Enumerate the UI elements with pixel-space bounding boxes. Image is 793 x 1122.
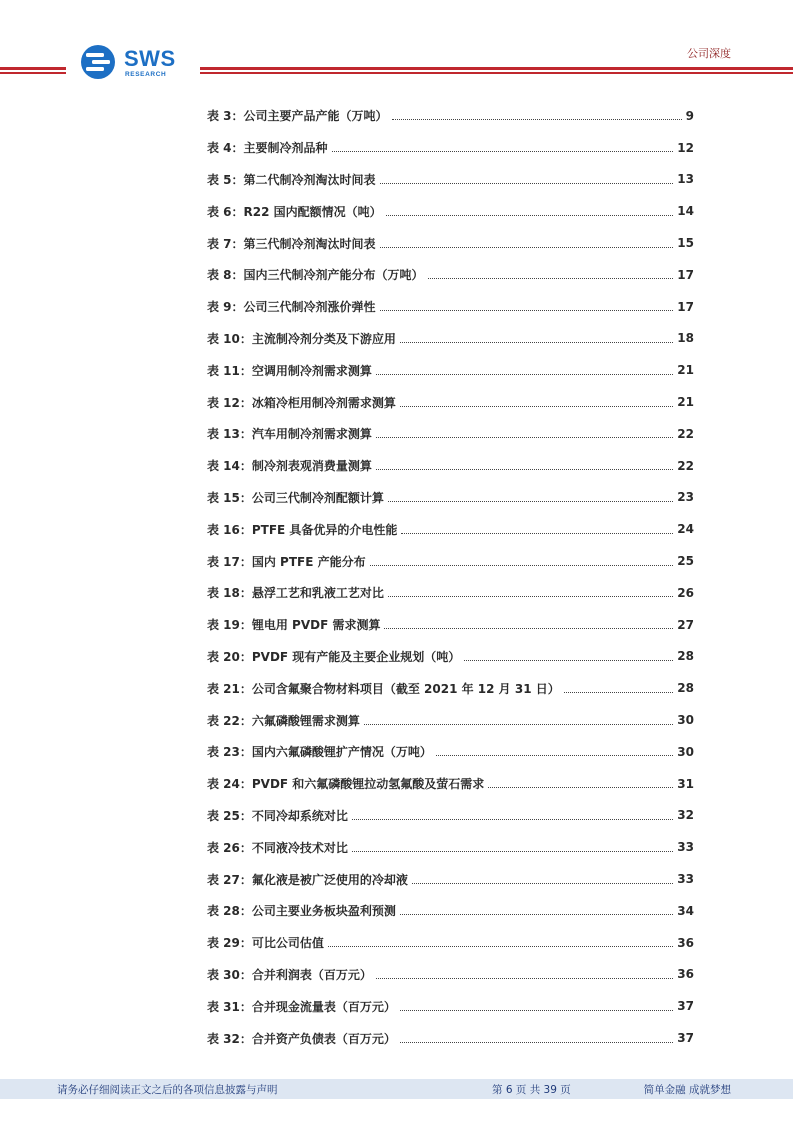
toc-entry-page: 31 <box>677 776 694 791</box>
toc-leader-dots <box>428 277 674 279</box>
toc-leader-dots <box>464 659 673 661</box>
toc-entry-title: 表 15：公司三代制冷剂配额计算 <box>207 490 384 505</box>
toc-entry[interactable] <box>207 831 694 863</box>
toc-entry[interactable] <box>207 704 694 736</box>
sws-logo-icon <box>80 44 118 80</box>
toc-entry-page: 13 <box>677 172 694 187</box>
toc-entry-title: 表 4：主要制冷剂品种 <box>207 141 328 156</box>
toc-entry-title: 表 16：PTFE 具备优异的介电性能 <box>207 522 398 537</box>
toc-entry[interactable] <box>207 100 694 132</box>
toc-entry[interactable] <box>207 195 694 227</box>
toc-entry[interactable] <box>207 609 694 641</box>
toc-entry-title: 表 25：不同冷却系统对比 <box>207 808 348 823</box>
toc-entry-page: 9 <box>685 108 694 123</box>
toc-entry[interactable] <box>207 927 694 959</box>
toc-entry-page: 33 <box>677 840 694 855</box>
toc-leader-dots <box>376 468 673 470</box>
toc-entry-title: 表 5：第二代制冷剂淘汰时间表 <box>207 172 376 187</box>
toc-entry[interactable] <box>207 641 694 673</box>
toc-leader-dots <box>392 118 682 120</box>
toc-leader-dots <box>332 150 674 152</box>
toc-entry-page: 14 <box>677 204 694 219</box>
toc-entry-page: 22 <box>677 458 694 473</box>
toc-entry-title: 表 10：主流制冷剂分类及下游应用 <box>207 331 396 346</box>
toc-leader-dots <box>400 1009 673 1011</box>
toc-entry-title: 表 23：国内六氟磷酸锂扩产情况（万吨） <box>207 745 432 760</box>
toc-entry[interactable] <box>207 736 694 768</box>
footer-page-number: 第 6 页 共 39 页 <box>492 1084 571 1096</box>
toc-leader-dots <box>352 850 673 852</box>
toc-leader-dots <box>384 627 673 629</box>
toc-leader-dots <box>328 945 673 947</box>
toc-entry-title: 表 3：公司主要产品产能（万吨） <box>207 109 388 124</box>
toc-entry[interactable] <box>207 800 694 832</box>
toc-entry-title: 表 29：可比公司估值 <box>207 936 324 951</box>
toc-entry[interactable] <box>207 418 694 450</box>
toc-entry-title: 表 12：冰箱冷柜用制冷剂需求测算 <box>207 395 396 410</box>
toc-leader-dots <box>412 882 673 884</box>
toc-entry[interactable] <box>207 291 694 323</box>
report-type-label: 公司深度 <box>687 47 731 60</box>
toc-entry-page: 37 <box>677 999 694 1014</box>
toc-entry-title: 表 22：六氟磷酸锂需求测算 <box>207 713 360 728</box>
toc-entry[interactable] <box>207 450 694 482</box>
toc-entry-page: 15 <box>677 236 694 251</box>
footer-slogan: 简单金融 成就梦想 <box>643 1084 731 1096</box>
toc-entry[interactable] <box>207 482 694 514</box>
toc-leader-dots <box>401 532 673 534</box>
toc-entry[interactable] <box>207 768 694 800</box>
toc-leader-dots <box>388 500 673 502</box>
toc-entry-title: 表 27：氟化液是被广泛使用的冷却液 <box>207 872 408 887</box>
toc-entry[interactable] <box>207 672 694 704</box>
toc-leader-dots <box>370 564 674 566</box>
toc-entry-page: 24 <box>677 522 694 537</box>
toc-entry-title: 表 20：PVDF 现有产能及主要企业规划（吨） <box>207 649 461 664</box>
toc-entry[interactable] <box>207 132 694 164</box>
toc-entry-page: 21 <box>677 363 694 378</box>
toc-entry[interactable] <box>207 513 694 545</box>
toc-leader-dots <box>488 786 673 788</box>
toc-leader-dots <box>376 373 673 375</box>
toc-entry[interactable] <box>207 164 694 196</box>
toc-leader-dots <box>386 214 674 216</box>
toc-entry-title: 表 31：合并现金流量表（百万元） <box>207 999 396 1014</box>
toc-leader-dots <box>564 691 674 693</box>
toc-entry-title: 表 30：合并利润表（百万元） <box>207 967 372 982</box>
toc-leader-dots <box>388 595 673 597</box>
table-of-contents <box>207 100 694 1054</box>
toc-entry-page: 22 <box>677 426 694 441</box>
toc-leader-dots <box>352 818 673 820</box>
toc-entry[interactable] <box>207 227 694 259</box>
toc-entry[interactable] <box>207 863 694 895</box>
toc-leader-dots <box>436 754 673 756</box>
toc-entry[interactable] <box>207 990 694 1022</box>
header-rule-right <box>200 67 793 75</box>
toc-entry-page: 32 <box>677 808 694 823</box>
toc-entry[interactable] <box>207 259 694 291</box>
logo-wordmark: SWS <box>124 46 176 71</box>
toc-entry-page: 27 <box>677 617 694 632</box>
toc-leader-dots <box>400 1041 673 1043</box>
toc-entry-page: 37 <box>677 1031 694 1045</box>
toc-entry-page: 34 <box>677 903 694 918</box>
toc-entry-title: 表 26：不同液冷技术对比 <box>207 840 348 855</box>
toc-entry-page: 30 <box>677 744 694 759</box>
toc-entry-page: 25 <box>677 554 694 569</box>
toc-entry[interactable] <box>207 959 694 991</box>
toc-entry-page: 17 <box>677 267 694 282</box>
toc-entry[interactable] <box>207 895 694 927</box>
sws-research-logo <box>80 44 184 80</box>
toc-entry-title: 表 8：国内三代制冷剂产能分布（万吨） <box>207 268 424 283</box>
toc-leader-dots <box>376 436 673 438</box>
toc-entry-title: 表 13：汽车用制冷剂需求测算 <box>207 427 372 442</box>
toc-leader-dots <box>376 977 673 979</box>
toc-entry-title: 表 9：公司三代制冷剂涨价弹性 <box>207 300 376 315</box>
toc-entry-page: 28 <box>677 681 694 696</box>
toc-entry-title: 表 28：公司主要业务板块盈利预测 <box>207 904 396 919</box>
toc-entry-page: 17 <box>677 299 694 314</box>
toc-entry-page: 21 <box>677 395 694 410</box>
toc-entry-title: 表 21：公司含氟聚合物材料项目（截至 2021 年 12 月 31 日） <box>207 681 560 696</box>
toc-entry-title: 表 11：空调用制冷剂需求测算 <box>207 363 372 378</box>
toc-leader-dots <box>380 246 674 248</box>
toc-entry-title: 表 7：第三代制冷剂淘汰时间表 <box>207 236 376 251</box>
toc-entry-title: 表 32：合并资产负债表（百万元） <box>207 1031 396 1046</box>
toc-entry[interactable] <box>207 577 694 609</box>
toc-entry-title: 表 14：制冷剂表观消费量测算 <box>207 459 372 474</box>
footer-bar <box>0 1079 793 1099</box>
footer-disclaimer: 请务必仔细阅读正文之后的各项信息披露与声明 <box>57 1084 278 1096</box>
toc-entry-page: 28 <box>677 649 694 664</box>
toc-leader-dots <box>364 723 673 725</box>
toc-entry-page: 18 <box>677 331 694 346</box>
toc-leader-dots <box>400 405 673 407</box>
header-rule-left <box>0 67 66 75</box>
toc-entry-title: 表 6：R22 国内配额情况（吨） <box>207 204 382 219</box>
toc-leader-dots <box>400 341 673 343</box>
toc-entry-title: 表 17：国内 PTFE 产能分布 <box>207 554 366 569</box>
toc-entry[interactable] <box>207 323 694 355</box>
toc-entry-page: 26 <box>677 585 694 600</box>
toc-entry[interactable] <box>207 1022 694 1054</box>
toc-leader-dots <box>400 913 673 915</box>
toc-entry-page: 36 <box>677 935 694 950</box>
toc-entry-title: 表 24：PVDF 和六氟磷酸锂拉动氢氟酸及萤石需求 <box>207 777 485 792</box>
toc-entry-page: 23 <box>677 490 694 505</box>
toc-entry-title: 表 18：悬浮工艺和乳液工艺对比 <box>207 586 384 601</box>
toc-entry[interactable] <box>207 386 694 418</box>
toc-leader-dots <box>380 182 674 184</box>
toc-leader-dots <box>380 309 674 311</box>
toc-entry[interactable] <box>207 354 694 386</box>
toc-entry[interactable] <box>207 545 694 577</box>
toc-entry-page: 30 <box>677 713 694 728</box>
logo-subtitle: RESEARCH <box>125 71 167 78</box>
toc-entry-page: 12 <box>677 140 694 155</box>
toc-entry-page: 33 <box>677 872 694 887</box>
toc-entry-title: 表 19：锂电用 PVDF 需求测算 <box>207 618 381 633</box>
toc-entry-page: 36 <box>677 967 694 982</box>
